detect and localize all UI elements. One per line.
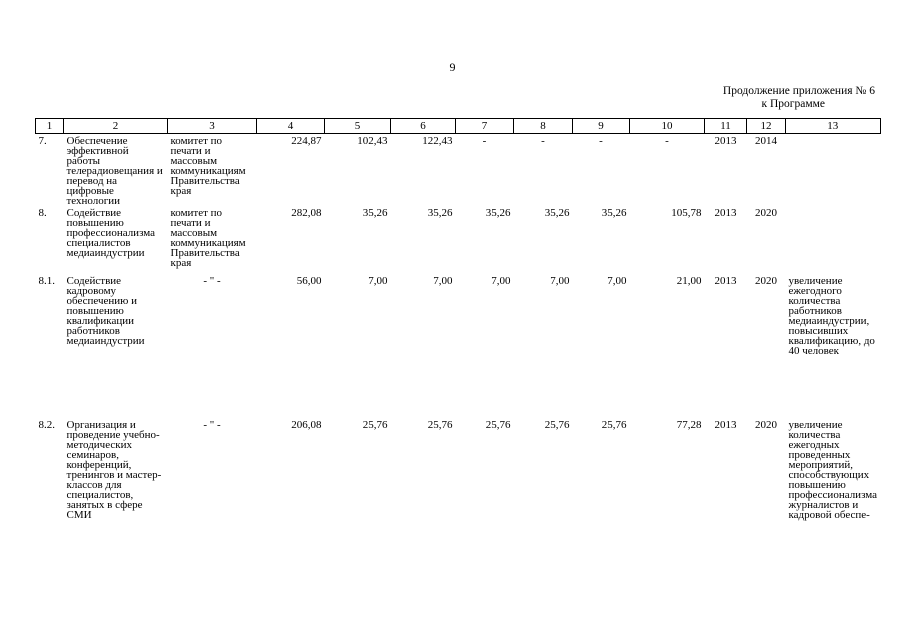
activity-name: Обеспечение эффективной работы телерадиовещания и перевод на цифровые технологии xyxy=(66,135,163,207)
column-header: 12 xyxy=(747,119,786,134)
end-year: 2020 xyxy=(755,207,777,219)
table-row xyxy=(36,206,881,274)
amount-year-6: 105,78 xyxy=(671,207,702,219)
column-header: 9 xyxy=(573,119,630,134)
appendix-line-2: к Программе xyxy=(761,98,825,110)
activity-name: Содействие кадровому обеспечению и повышению квалификации работников медиаиндустрии xyxy=(66,275,145,347)
column-header: 8 xyxy=(514,119,573,134)
amount-year-3: 35,26 xyxy=(485,207,511,219)
table-row xyxy=(36,418,881,610)
page-number: 9 xyxy=(449,60,456,74)
executor: - " - xyxy=(203,275,221,287)
amount-year-1: 35,26 xyxy=(362,207,388,219)
activity-name: Содействие повышению профессионализма специалистов медиаиндустрии xyxy=(66,207,156,259)
start-year: 2013 xyxy=(714,135,737,147)
amount-year-2: 35,26 xyxy=(427,207,453,219)
amount-year-6: 21,00 xyxy=(676,275,702,287)
start-year: 2013 xyxy=(714,275,737,287)
executor: комитет по печати и массовым коммуникациям Правительства края xyxy=(170,207,246,269)
row-number: 7. xyxy=(38,135,47,147)
column-header: 3 xyxy=(168,119,257,134)
amount-year-2: 25,76 xyxy=(427,419,453,431)
appendix-line-1: Продолжение приложения № 6 xyxy=(722,85,875,97)
start-year: 2013 xyxy=(714,207,737,219)
table-row xyxy=(36,274,881,418)
amount-year-6: - xyxy=(665,135,669,147)
column-header: 10 xyxy=(630,119,705,134)
amount-year-4: 25,76 xyxy=(544,419,570,431)
amount-year-1: 102,43 xyxy=(357,135,388,147)
program-table xyxy=(35,118,881,610)
column-number-row xyxy=(36,119,881,134)
amount-year-4: 7,00 xyxy=(550,275,570,287)
amount-year-3: 7,00 xyxy=(491,275,511,287)
amount-year-5: 35,26 xyxy=(601,207,627,219)
total-amount: 206,08 xyxy=(291,419,322,431)
expected-result: увеличение ежегодного количества работников медиаиндустрии, повысивших квалификацию, до 40 человек xyxy=(788,275,875,357)
column-header: 4 xyxy=(257,119,325,134)
amount-year-3: - xyxy=(482,135,487,147)
column-header: 6 xyxy=(391,119,456,134)
total-amount: 282,08 xyxy=(291,207,322,219)
column-header: 13 xyxy=(786,119,881,134)
row-number: 8.2. xyxy=(38,419,55,431)
total-amount: 56,00 xyxy=(296,275,322,287)
column-header: 5 xyxy=(325,119,391,134)
amount-year-5: 7,00 xyxy=(607,275,627,287)
column-header: 11 xyxy=(705,119,747,134)
amount-year-4: - xyxy=(541,135,545,147)
end-year: 2014 xyxy=(755,135,777,147)
column-header: 1 xyxy=(36,119,64,134)
start-year: 2013 xyxy=(714,419,737,431)
amount-year-1: 7,00 xyxy=(368,275,388,287)
amount-year-2: 7,00 xyxy=(433,275,453,287)
end-year: 2020 xyxy=(755,419,777,431)
column-header: 7 xyxy=(456,119,514,134)
end-year: 2020 xyxy=(755,275,777,287)
table-row xyxy=(36,134,881,207)
row-number: 8.1. xyxy=(38,275,55,287)
amount-year-5: - xyxy=(599,135,603,147)
activity-name: Организация и проведение учебно-методических семинаров, конференций, тренингов и мастер-классов для специалистов, занятых в сфере СМИ xyxy=(66,419,162,521)
column-header: 2 xyxy=(64,119,168,134)
amount-year-1: 25,76 xyxy=(362,419,388,431)
total-amount: 224,87 xyxy=(291,135,322,147)
amount-year-5: 25,76 xyxy=(601,419,627,431)
expected-result xyxy=(786,134,881,207)
executor: комитет по печати и массовым коммуникациям Правительства края xyxy=(170,135,246,197)
appendix-heading xyxy=(723,85,875,111)
amount-year-3: 25,76 xyxy=(485,419,511,431)
expected-result xyxy=(786,206,881,274)
expected-result: увеличение количества ежегодных проведенных мероприятий, способствующих повышению профессионализма журналистов и кадровой обеспе- xyxy=(788,419,878,521)
amount-year-6: 77,28 xyxy=(676,419,702,431)
amount-year-2: 122,43 xyxy=(422,135,453,147)
amount-year-4: 35,26 xyxy=(544,207,570,219)
executor: - " - xyxy=(203,419,221,431)
row-number: 8. xyxy=(38,207,47,219)
